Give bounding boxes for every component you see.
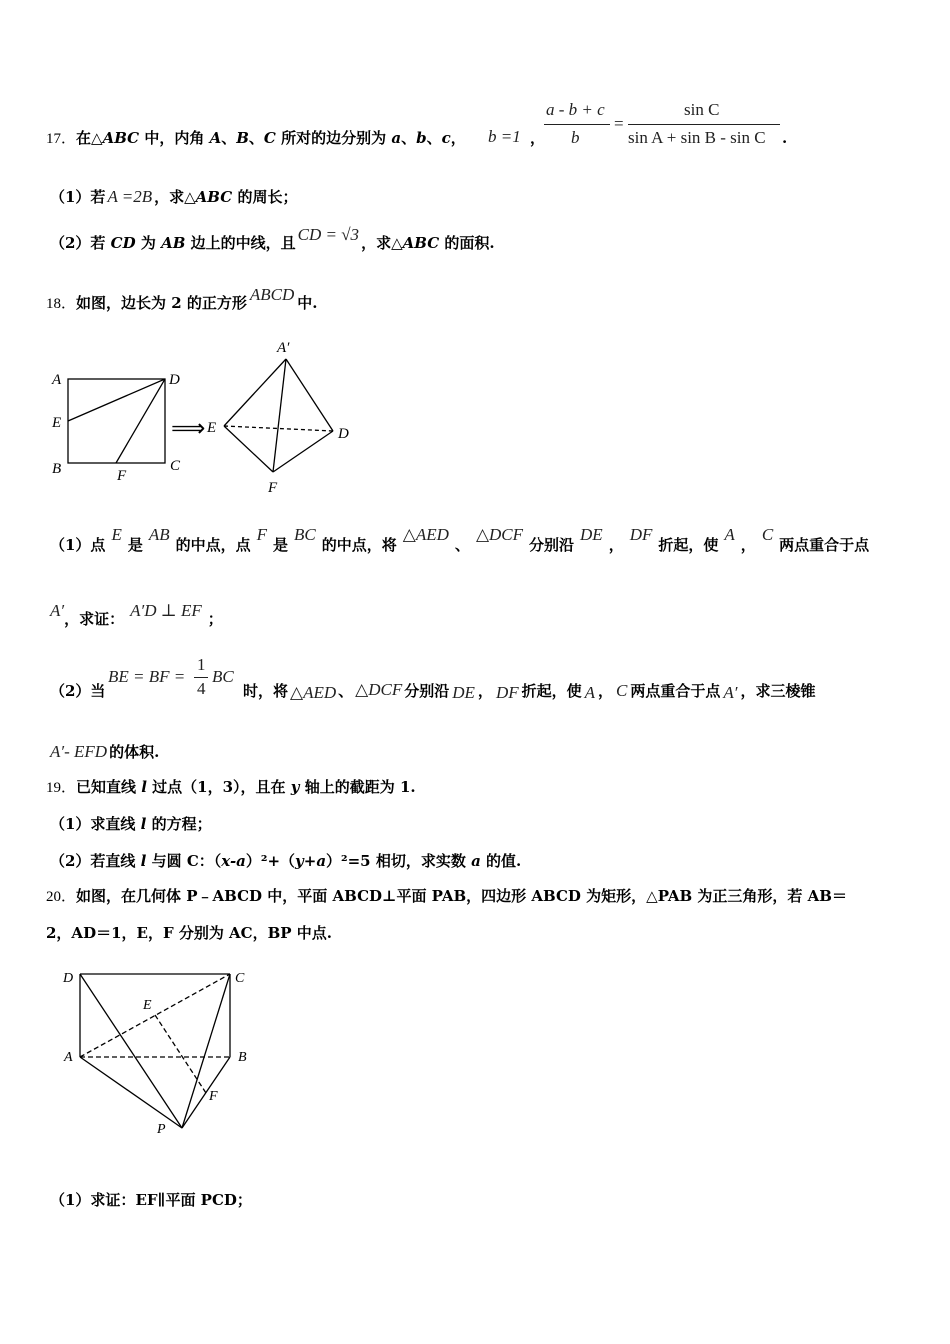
q17-b-equals: b =1 [488,127,521,146]
q20-stem-line2: 2，AD＝1，E，F 分别为 AC，BP 中点. [46,924,333,942]
q20-part1: （1）求证：EF∥平面 PCD； [50,1191,252,1209]
arrow-fold: ⟹ [171,416,206,442]
label-E: E [52,415,62,431]
label-B: B [52,461,62,477]
label-B: B [238,1050,247,1065]
label-A: A [64,1050,73,1065]
tetrahedron-diagram [224,359,333,472]
edge-ApE [224,359,286,426]
segment-EF-hidden [155,1015,206,1093]
q20-stem-line1: 20．如图，在几何体 P﹣ABCD 中，平面 ABCD⊥平面 PAB，四边形 ABCD 为矩形，△PAB 为正三角形，若 AB＝ [46,887,847,905]
q19-part2: （2）若直线 l 与圆 C：（x-a）²+（y+a）²=5 相切，求实数 a 的值. [50,852,522,870]
q17-equals: = [614,114,624,133]
q18-part2-line1-rest: 时，将 △AED 、 △DCF 分别沿 DE ， DF 折起，使 A ， C 两点重合于点 A′ ，求三棱锥 [243,680,816,702]
q17-part2: （2）若 CD 为 AB 边上的中线，且 CD = √3 ，求△ABC 的面积. [50,225,495,252]
q17-frac2-num: sin C [684,100,720,119]
edge-FD [273,431,333,472]
q17-fraction-left [544,100,610,150]
q17-comma: ， [530,129,546,147]
label-F2: F [268,480,278,496]
q17-number: 17． [46,131,77,147]
edge-ApF [273,359,286,472]
label-C: C [235,971,245,986]
edge-EF [224,426,273,472]
edge-DP [80,974,182,1128]
label-A: A [52,372,62,388]
label-D2: D [338,426,349,442]
q19-part1: （1）求直线 l 的方程； [50,815,212,833]
segment-FD [116,379,165,463]
edge-ApD [286,359,333,431]
q19-stem: 19．已知直线 l 过点（1，3），且在 y 轴上的截距为 1. [46,778,416,796]
q18-p2-fraction: 1 4 [194,655,208,701]
q18-part2-line1: （2）当 [50,682,106,700]
q18-figure [48,336,358,496]
q17-frac-bar [544,124,610,125]
q17-frac2-bar [628,124,780,125]
q18-part2-line2: A′- EFD 的体积. [50,742,160,761]
q17-frac-num: a - b + c [546,100,605,119]
square-outline [68,379,165,463]
q18-part1-line2: A′，求证： A′D ⊥ EF ； [50,601,223,628]
q17-part1: （1）若 A =2B ，求△ABC 的周长； [50,187,298,206]
q17-frac2-den: sin A + sin B - sin C [628,128,766,147]
square-abcd-diagram [68,379,165,463]
label-F: F [209,1089,218,1104]
label-E: E [143,998,152,1013]
label-Aprime: A′ [277,340,290,356]
label-F: F [117,468,127,484]
q18-p2-bc: BC [212,667,234,686]
label-E2: E [207,420,217,436]
q17-period: . [782,129,788,147]
label-P: P [157,1122,166,1137]
q18-stem: 18．如图，边长为 2 的正方形 ABCD 中. [46,285,318,312]
label-D: D [169,372,180,388]
q17-stem: 17．在△ABC 中，内角 A、B、C 所对的边分别为 a、b、c， [46,129,466,147]
q17-fraction-right [628,100,780,150]
edge-AP [80,1057,182,1128]
label-C: C [170,458,181,474]
q18-p2-cond: BE = BF = [108,667,186,686]
q18-part1-line1: （1）点E是AB的中点，点F是BC的中点，将△AED、△DCF分别沿DE，DF折起，使A，C两点重合于点 [50,525,870,554]
label-D: D [63,971,74,986]
q20-figure [56,962,276,1142]
segment-ED [68,379,165,421]
q17-frac-den: b [571,128,580,147]
